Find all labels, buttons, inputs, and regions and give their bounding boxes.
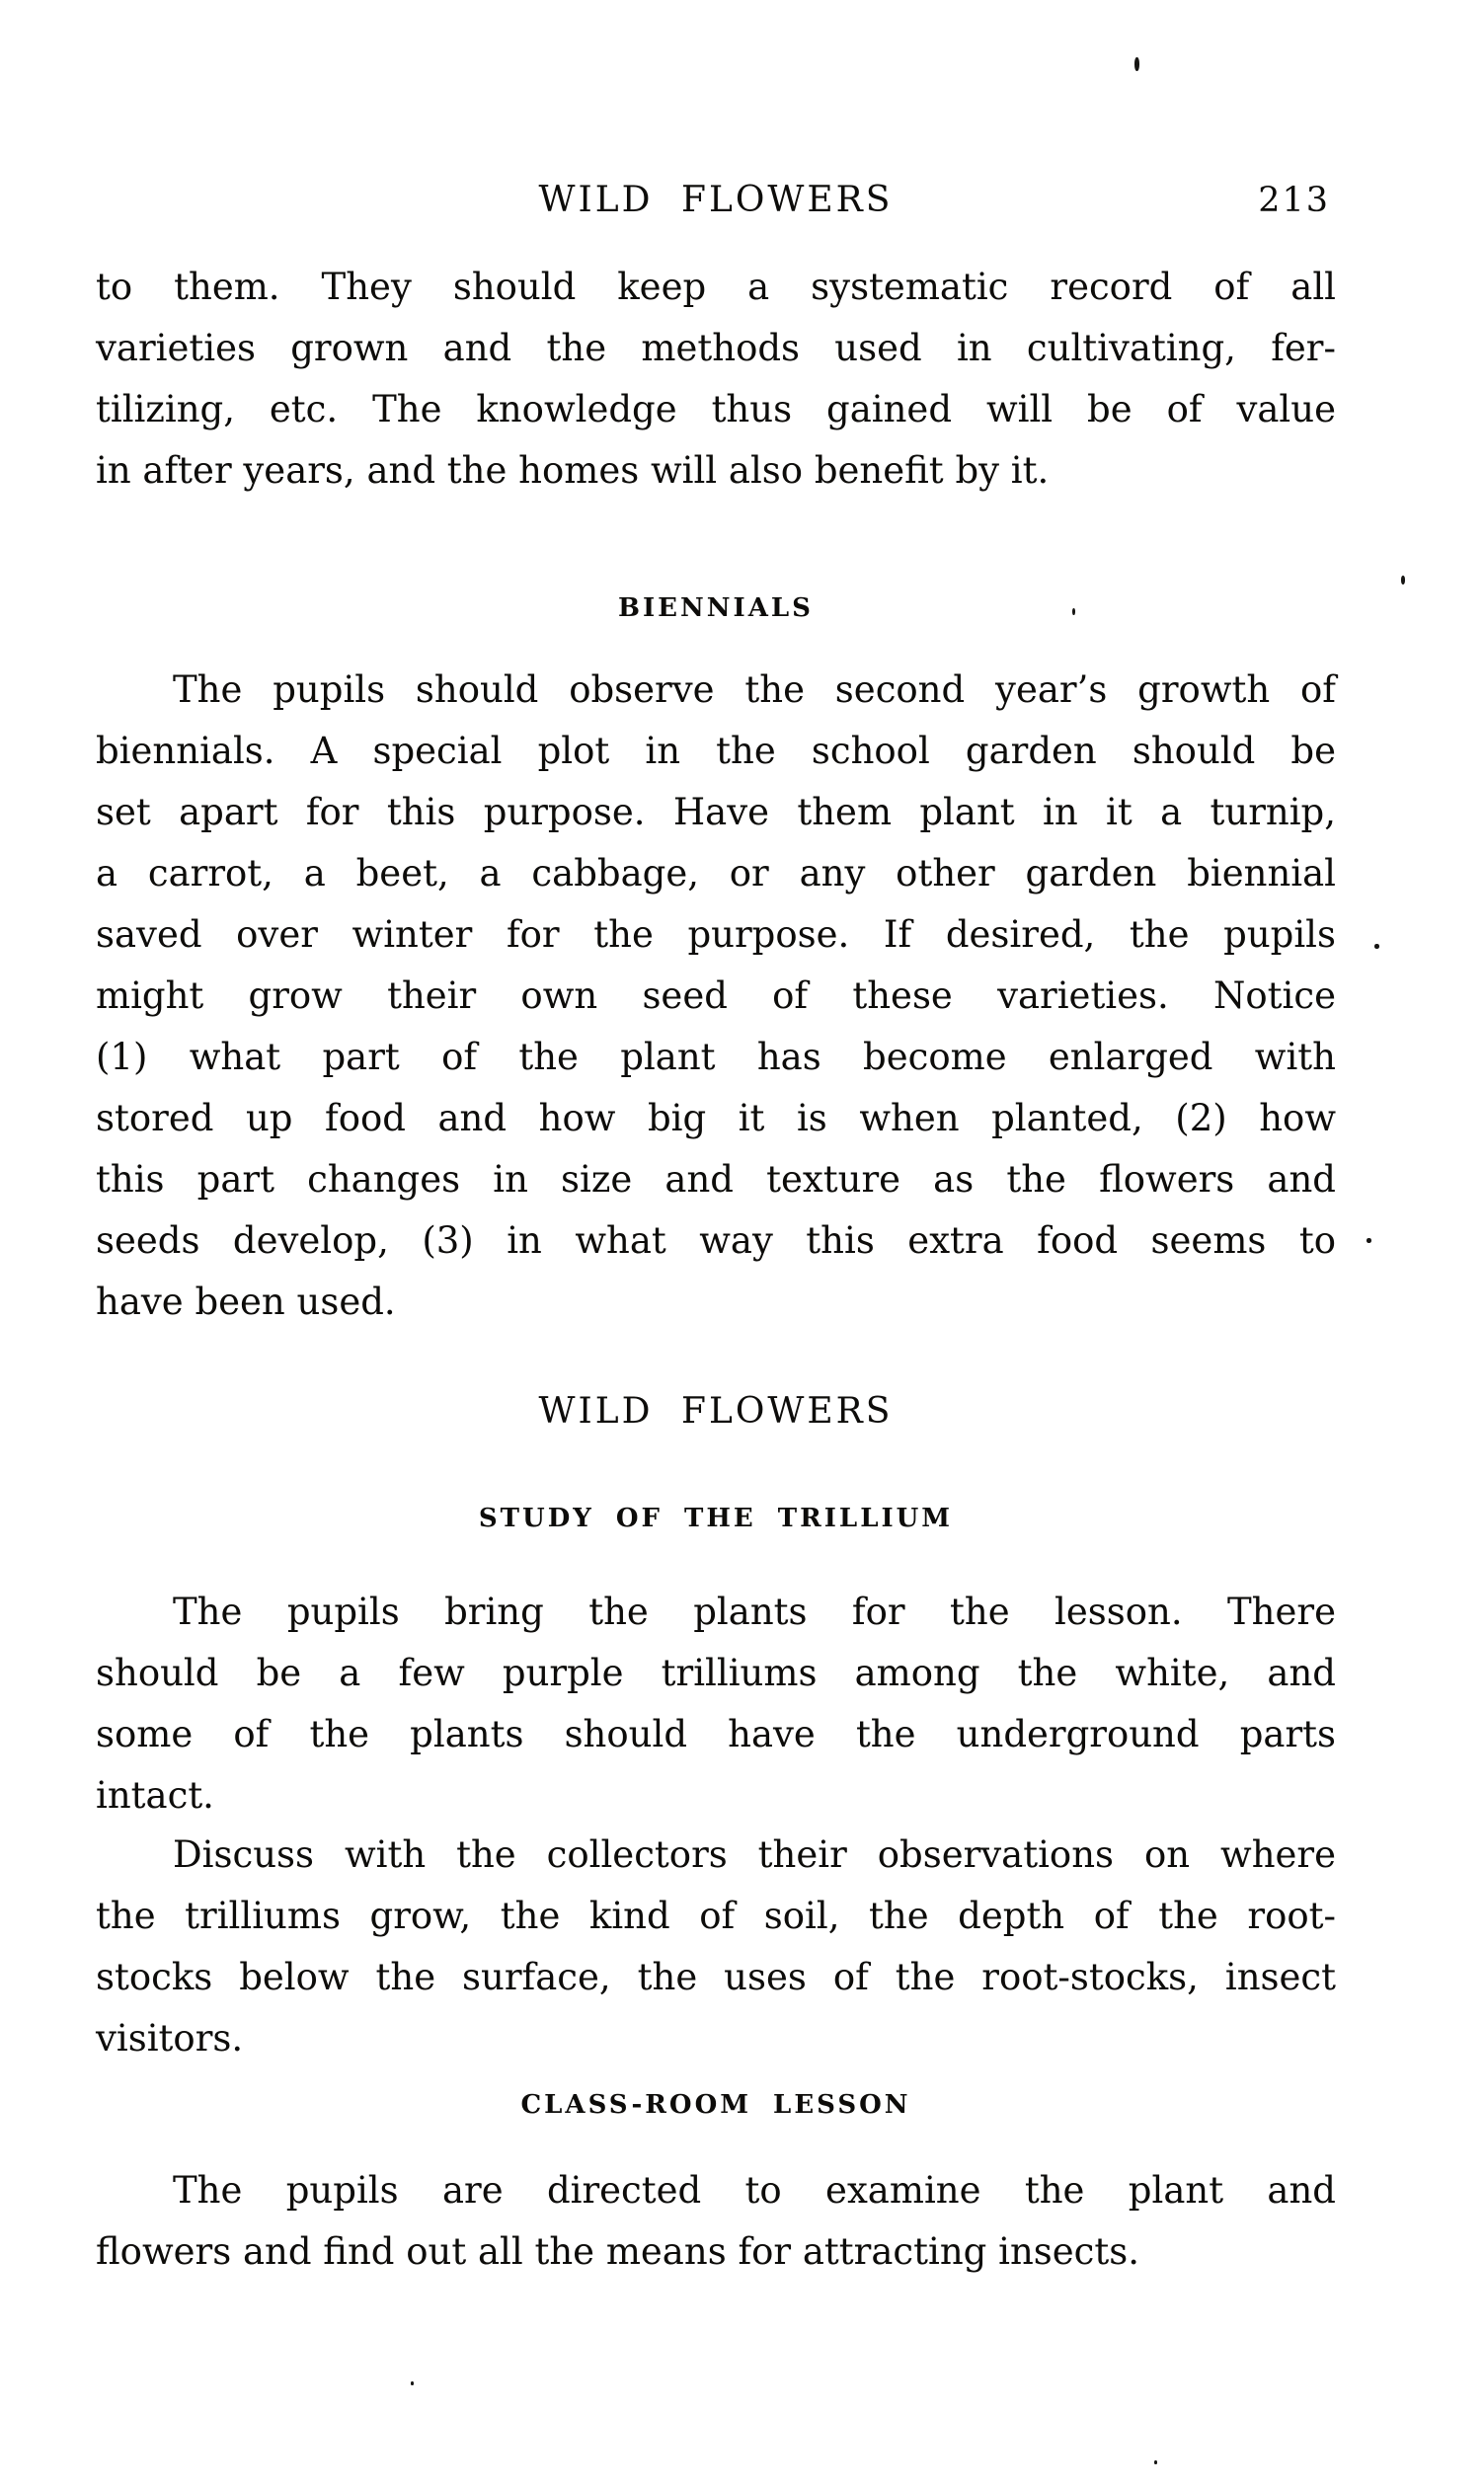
text-line: The pupils bring the plants for the lesson. There [173, 1591, 1336, 1633]
paragraph-trillium-1 [96, 1582, 1336, 1827]
text-line: a carrot, a beet, a cabbage, or any other garden biennial [96, 852, 1336, 894]
scan-speck [1072, 608, 1075, 615]
text-line: The pupils are directed to examine the plant and [173, 2169, 1336, 2212]
text-line: tilizing, etc. The knowledge thus gained will be of value [96, 388, 1336, 430]
text-line: biennials. A special plot in the school garden should be [96, 730, 1336, 772]
text-line: have been used. [96, 1281, 396, 1323]
scan-speck [1134, 57, 1139, 71]
paragraph-classroom [96, 2160, 1336, 2283]
text-line: set apart for this purpose. Have them plant in it a turnip, [96, 791, 1336, 833]
scan-speck [1374, 944, 1379, 949]
text-line: stocks below the surface, the uses of the root-stocks, insect [96, 1956, 1336, 1998]
scan-speck [411, 2381, 414, 2385]
text-line: should be a few purple trilliums among the white, and [96, 1652, 1336, 1694]
scan-speck [1401, 576, 1405, 584]
text-line: this part changes in size and texture as the flowers and [96, 1158, 1336, 1201]
subsection-heading-trillium: STUDY OF THE TRILLIUM [478, 1504, 954, 1533]
section-heading-biennials: BIENNIALS [618, 593, 814, 623]
text-line: stored up food and how big it is when planted, (2) how [96, 1097, 1336, 1139]
paragraph-biennials [96, 660, 1336, 1333]
paragraph-trillium-2 [96, 1825, 1336, 2069]
text-line: Discuss with the collectors their observations on where [173, 1833, 1336, 1876]
text-line: (1) what part of the plant has become enlarged with [96, 1036, 1336, 1078]
scan-speck [1154, 2460, 1157, 2464]
text-line: varieties grown and the methods used in cultivating, fer- [96, 327, 1336, 369]
text-line: intact. [96, 1774, 214, 1817]
text-line: might grow their own seed of these varieties. Notice [96, 974, 1336, 1017]
text-line: some of the plants should have the underground parts [96, 1713, 1336, 1755]
running-title: WILD FLOWERS [538, 180, 894, 220]
page-number: 213 [1258, 181, 1330, 220]
scan-speck [1367, 1238, 1371, 1243]
paragraph-intro [96, 257, 1336, 502]
text-line: to them. They should keep a systematic record of all [96, 266, 1336, 308]
page-header [96, 179, 1336, 222]
subsection-heading-classroom: CLASS-ROOM LESSON [520, 2090, 911, 2120]
section-heading-wild-flowers: WILD FLOWERS [538, 1391, 894, 1432]
text-line: in after years, and the homes will also benefit by it. [96, 449, 1050, 492]
text-line: saved over winter for the purpose. If desired, the pupils [96, 913, 1336, 956]
text-line: The pupils should observe the second year’s growth of [173, 668, 1336, 711]
text-line: seeds develop, (3) in what way this extra food seems to [96, 1219, 1336, 1262]
text-line: visitors. [96, 2017, 244, 2060]
text-line: the trilliums grow, the kind of soil, the depth of the root- [96, 1895, 1336, 1937]
text-line: flowers and find out all the means for attracting insects. [96, 2230, 1139, 2273]
